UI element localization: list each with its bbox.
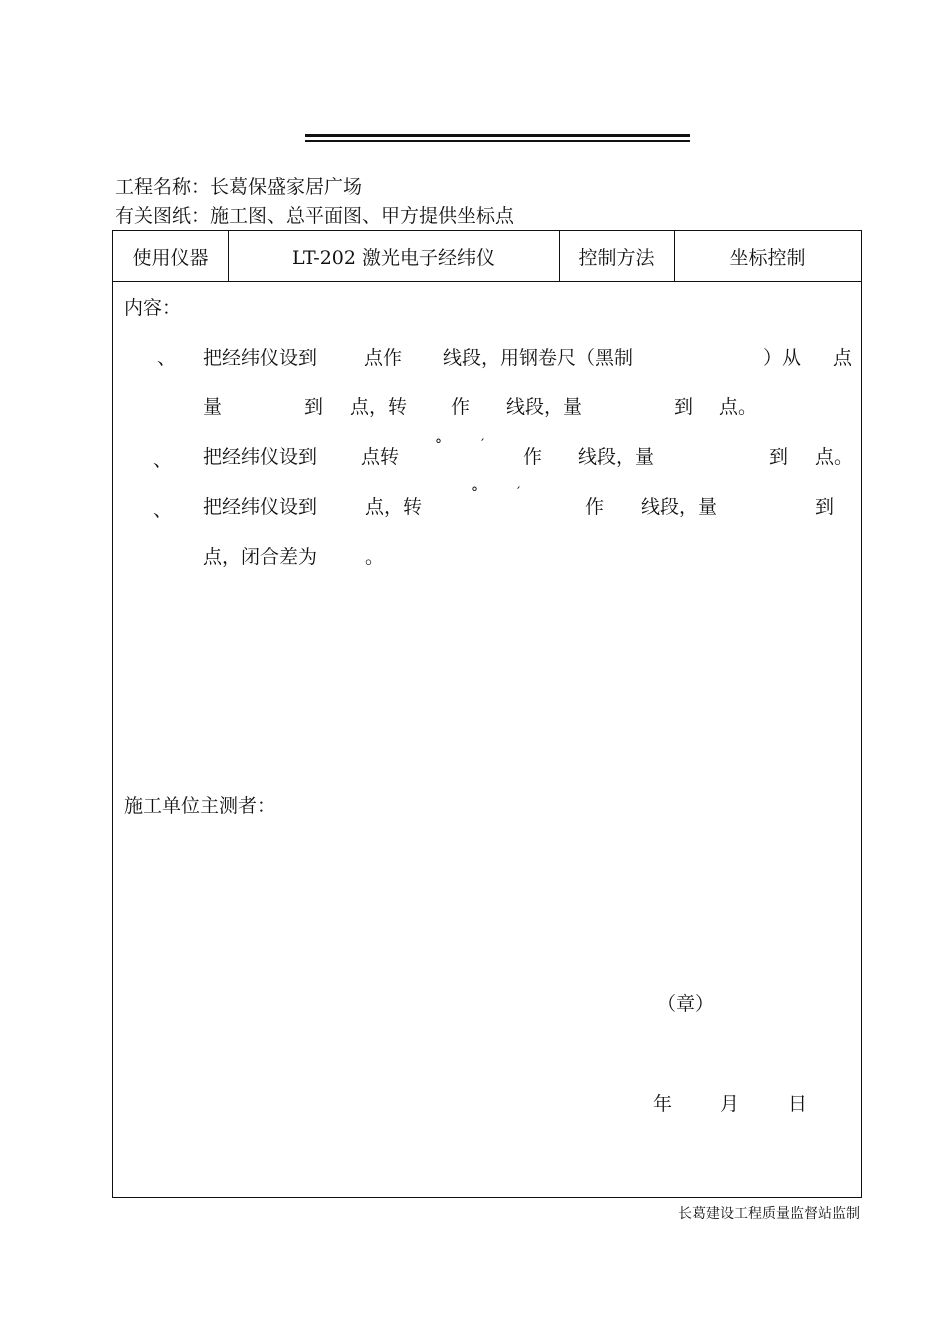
step-text: 点。 xyxy=(815,446,854,468)
step-text: 到 xyxy=(304,396,324,418)
step-text: ° xyxy=(471,485,478,501)
step-text: 作 xyxy=(523,446,543,468)
step-text: ′ xyxy=(517,485,521,501)
date-year: 年 xyxy=(653,1093,673,1115)
step-marker: 、 xyxy=(153,449,173,471)
step-text: 线段，量 xyxy=(578,446,655,468)
footer-issuer: 长葛建设工程质量监督站监制 xyxy=(678,1206,860,1222)
step-text: 线段，量 xyxy=(641,496,718,518)
step-text: 。 xyxy=(365,546,385,568)
date-day: 日 xyxy=(788,1093,808,1115)
step-text: 点，转 xyxy=(365,496,423,518)
step-text: 点，闭合差为 xyxy=(203,546,318,568)
instrument-label: 使用仪器 xyxy=(132,246,209,269)
step-text: 点转 xyxy=(361,446,400,468)
step-text: 把经纬仪设到 xyxy=(203,446,318,468)
title-rule-thin xyxy=(305,140,690,142)
step-text: 点 xyxy=(833,347,853,369)
step-text: 到 xyxy=(769,446,789,468)
step-text: 到 xyxy=(674,396,694,418)
step-text: ′ xyxy=(481,437,485,453)
method-label: 控制方法 xyxy=(578,246,655,269)
divider xyxy=(113,281,861,282)
step-text: ° xyxy=(435,437,442,453)
step-text: ）从 xyxy=(763,347,802,369)
step-text: 点作 xyxy=(364,347,403,369)
step-text: 线段，用钢卷尺（黑制 xyxy=(443,347,634,369)
seal-placeholder: （章） xyxy=(657,993,715,1015)
step-text: 量 xyxy=(203,396,223,418)
step-text: 作 xyxy=(451,396,471,418)
instrument-value: LT-202 激光电子经纬仪 xyxy=(291,246,496,269)
method-value: 坐标控制 xyxy=(729,246,806,269)
step-text: 线段，量 xyxy=(506,396,583,418)
step-text: 点，转 xyxy=(350,396,408,418)
date-month: 月 xyxy=(720,1093,740,1115)
step-text: 把经纬仪设到 xyxy=(203,496,318,518)
content-label: 内容： xyxy=(124,297,182,319)
step-text: 点。 xyxy=(719,396,758,418)
title-rule-thick xyxy=(305,134,690,137)
project-name: 工程名称：长葛保盛家居广场 xyxy=(115,176,363,198)
surveyor-label: 施工单位主测者： xyxy=(124,795,277,817)
survey-table xyxy=(112,230,862,1198)
step-text: 把经纬仪设到 xyxy=(203,347,318,369)
step-marker: 、 xyxy=(157,347,177,369)
step-text: 作 xyxy=(585,496,605,518)
related-drawings: 有关图纸：施工图、总平面图、甲方提供坐标点 xyxy=(115,205,515,227)
step-marker: 、 xyxy=(153,499,173,521)
step-text: 到 xyxy=(815,496,835,518)
